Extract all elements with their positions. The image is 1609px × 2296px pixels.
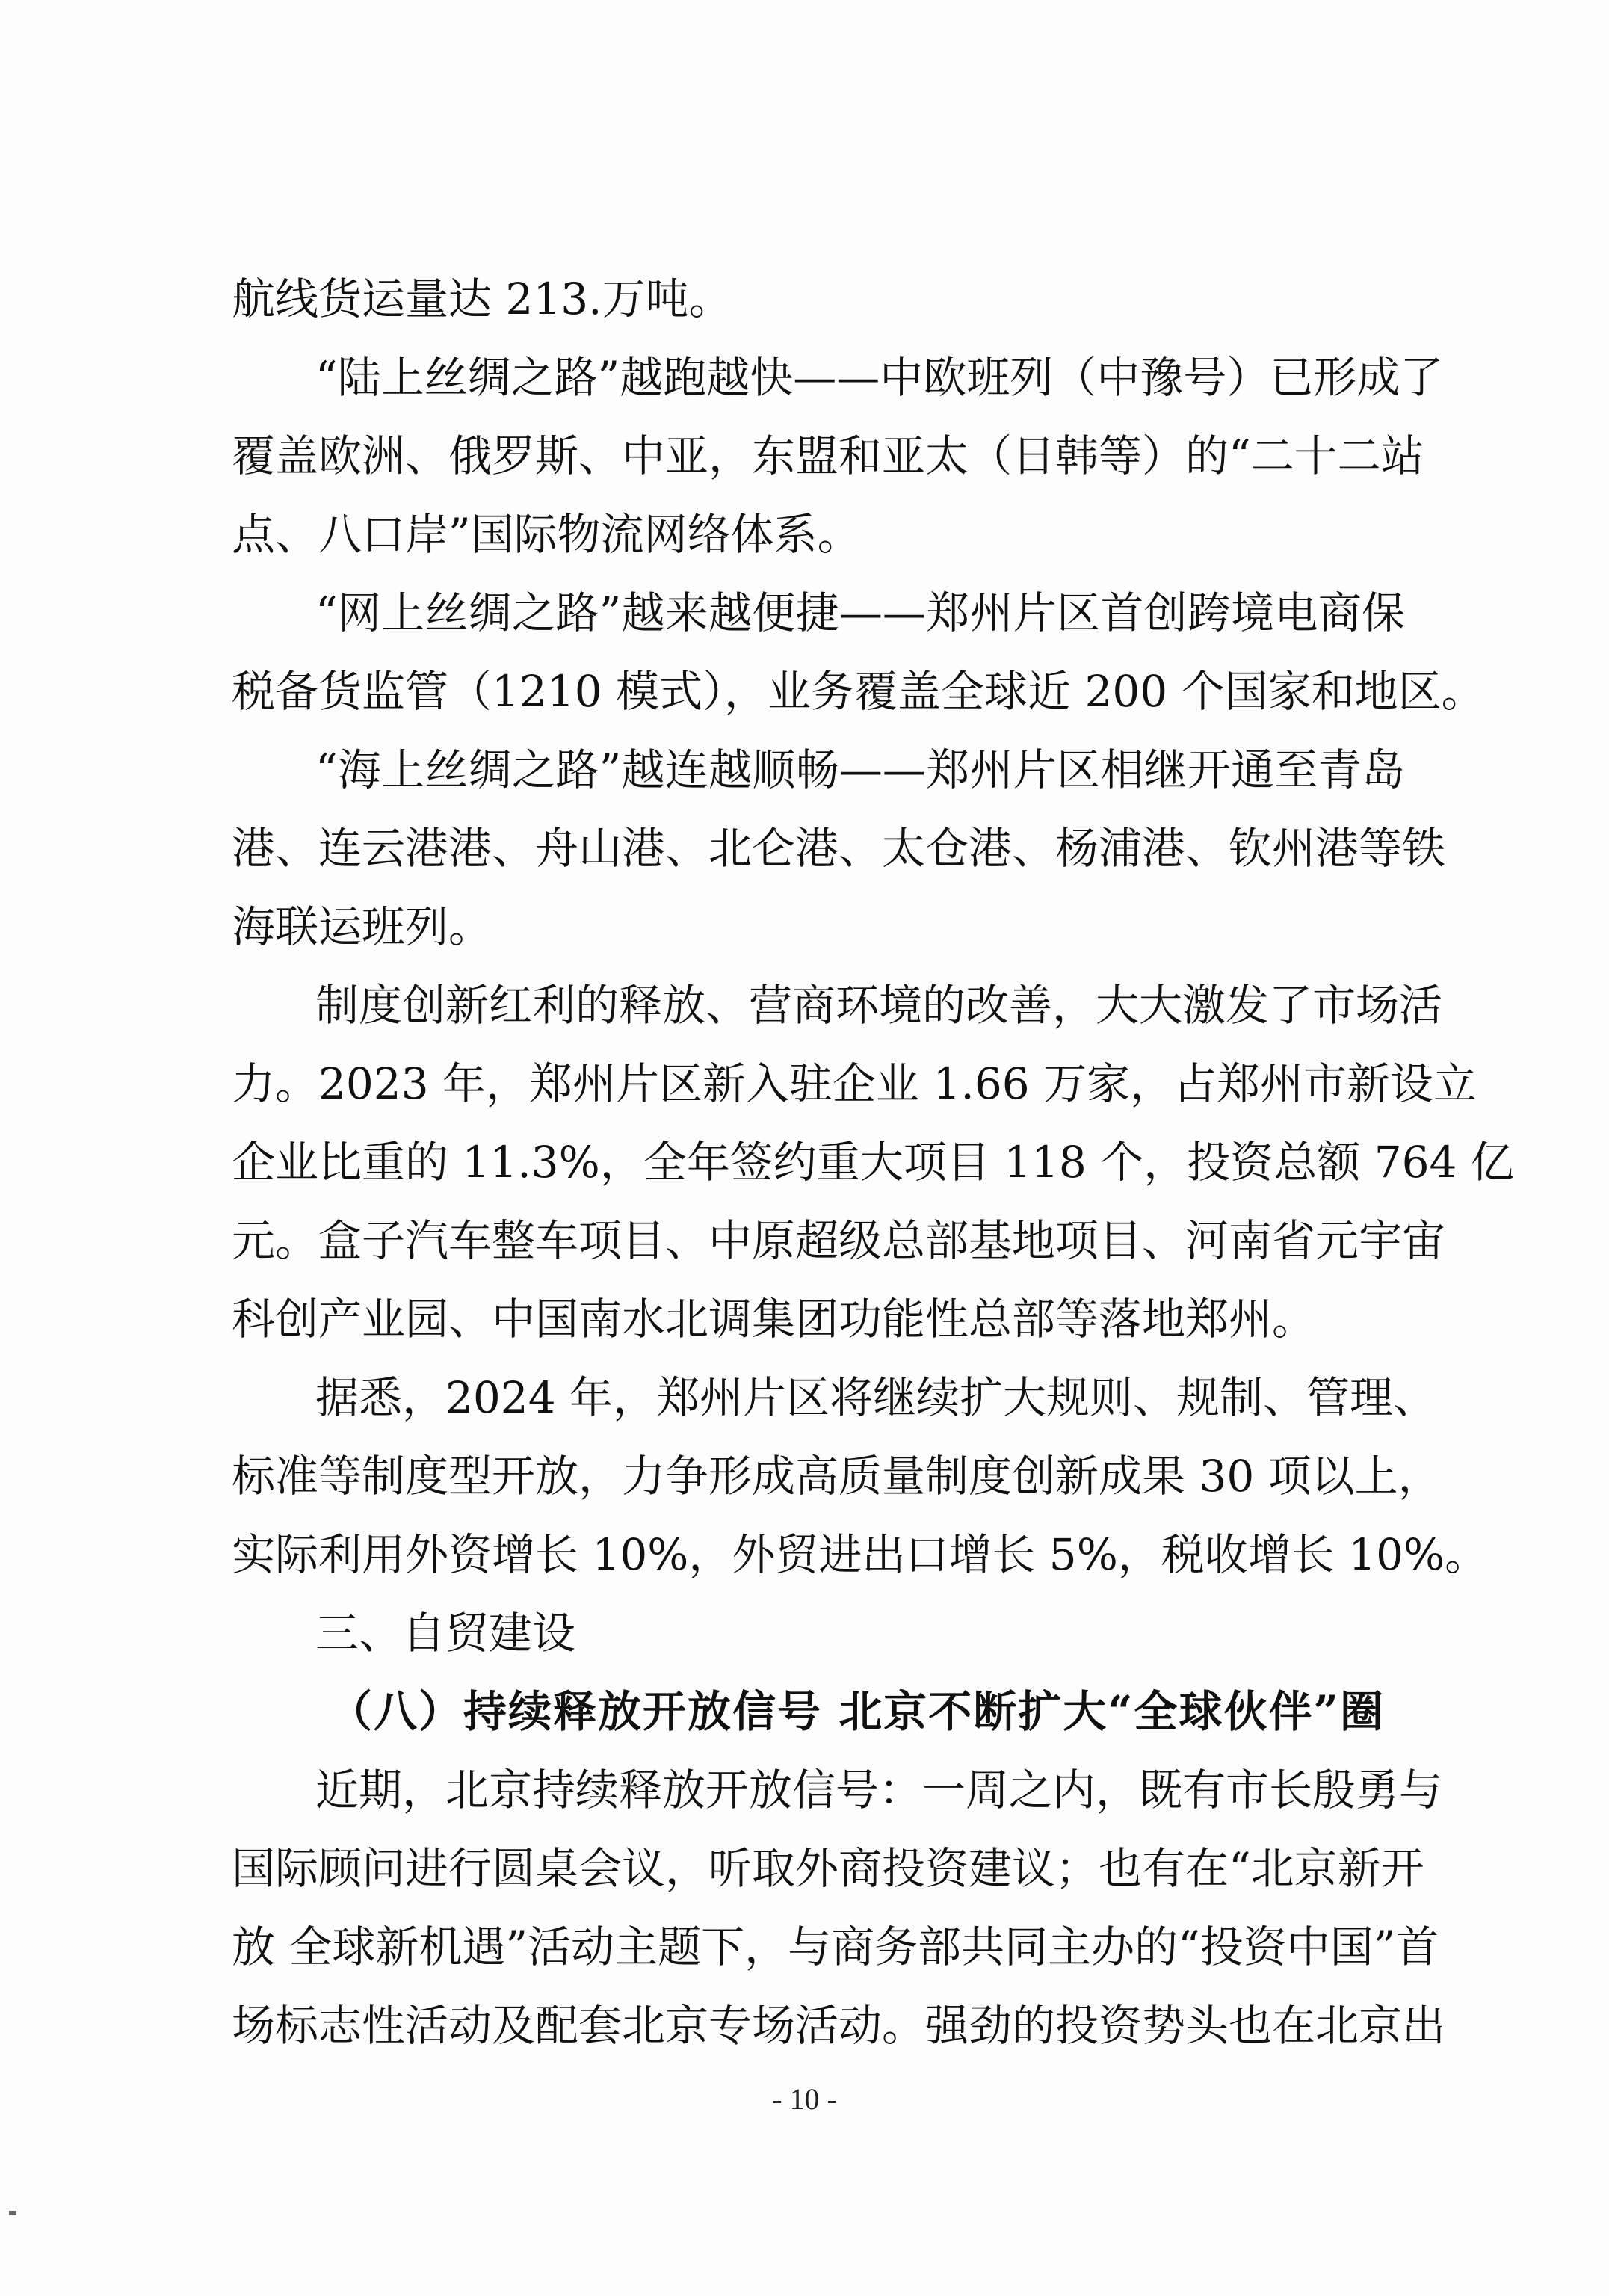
paragraph-line: “海上丝绸之路”越连越顺畅——郑州片区相继开通至青岛 (315, 744, 1405, 795)
paragraph-line: 据悉，2024 年，郑州片区将继续扩大规则、规制、管理、 (315, 1372, 1437, 1423)
paragraph-line: 实际利用外资增长 10%，外贸进出口增长 5%，税收增长 10%。 (232, 1529, 1489, 1580)
paragraph-line: “网上丝绸之路”越来越便捷——郑州片区首创跨境电商保 (315, 587, 1405, 638)
paragraph-line: 点、八口岸”国际物流网络体系。 (232, 509, 861, 560)
paragraph-line: 科创产业园、中国南水北调集团功能性总部等落地郑州。 (232, 1294, 1316, 1345)
paragraph-line: “陆上丝绸之路”越跑越快——中欧班列（中豫号）已形成了 (315, 352, 1444, 403)
paragraph-line: 税备货监管（1210 模式），业务覆盖全球近 200 个国家和地区。 (232, 666, 1485, 717)
paragraph-line: 力。2023 年，郑州片区新入驻企业 1.66 万家，占郑州市新设立 (232, 1058, 1477, 1109)
paragraph-line: 航线货运量达 213.万吨。 (232, 274, 732, 324)
subsection-heading: （八）持续释放开放信号 北京不断扩大“全球伙伴”圈 (329, 1686, 1385, 1737)
paragraph-line: 港、连云港港、舟山港、北仑港、太仓港、杨浦港、钦州港等铁 (232, 823, 1446, 874)
paragraph-line: 企业比重的 11.3%，全年签约重大项目 118 个，投资总额 764 亿 (232, 1137, 1514, 1188)
paragraph-line: 场标志性活动及配套北京专场活动。强劲的投资势头也在北京出 (232, 2000, 1446, 2051)
paragraph-line: 国际顾问进行圆桌会议，听取外商投资建议；也有在“北京新开 (232, 1843, 1424, 1894)
section-heading: 三、自贸建设 (315, 1608, 576, 1658)
scan-mark (9, 2211, 16, 2215)
paragraph-line: 制度创新红利的释放、营商环境的改善，大大激发了市场活 (315, 980, 1443, 1031)
paragraph-line: 覆盖欧洲、俄罗斯、中亚，东盟和亚太（日韩等）的“二十二站 (232, 430, 1424, 481)
paragraph-line: 近期，北京持续释放开放信号：一周之内，既有市长殷勇与 (315, 1765, 1443, 1815)
page-number: - 10 - (772, 2082, 837, 2116)
paragraph-line: 海联运班列。 (232, 901, 492, 952)
paragraph-line: 标准等制度型开放，力争形成高质量制度创新成果 30 项以上， (232, 1451, 1442, 1502)
paragraph-line: 放 全球新机遇”活动主题下，与商务部共同主办的“投资中国”首 (232, 1922, 1439, 1972)
paragraph-line: 元。盒子汽车整车项目、中原超级总部基地项目、河南省元宇宙 (232, 1215, 1446, 1266)
